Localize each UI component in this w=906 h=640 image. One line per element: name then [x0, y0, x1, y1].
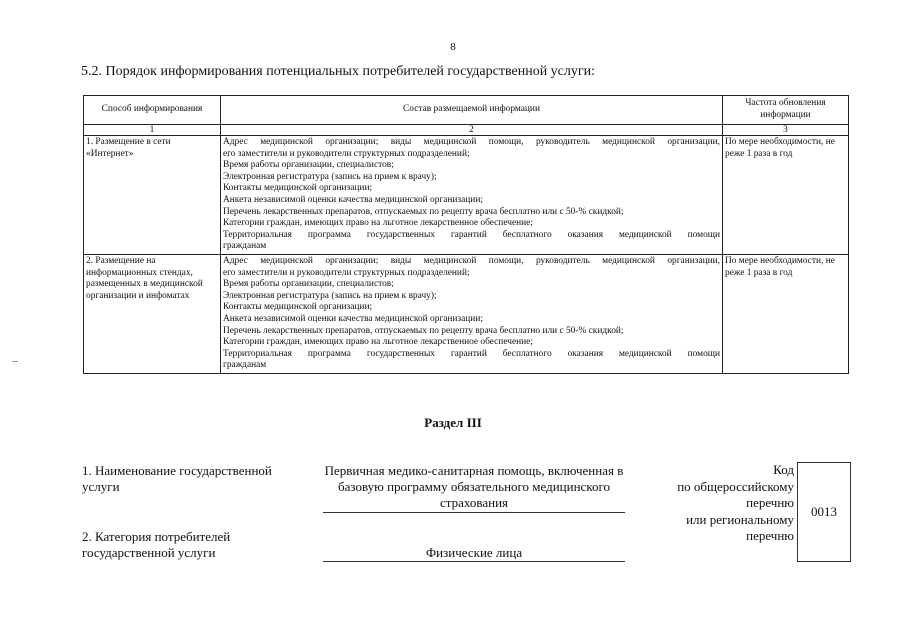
- service-name-value: Первичная медико-санитарная помощь, включенная в базовую программу обязательного медицинского страхования: [323, 463, 625, 513]
- column-number: 2: [221, 125, 723, 136]
- code-label-line: Код: [773, 462, 794, 477]
- code-label: [640, 462, 794, 545]
- frequency-cell: По мере необходимости, не реже 1 раза в год: [723, 254, 849, 373]
- margin-mark: [12, 361, 18, 362]
- content-line: Адрес медицинской организации; виды медицинской помощи, руководитель медицинской организации,: [223, 255, 720, 266]
- content-line: Время работы организации, специалистов;: [223, 160, 394, 171]
- content-cell: [221, 136, 723, 255]
- table-row: [84, 136, 849, 255]
- content-line: гражданам: [223, 360, 267, 371]
- content-line: Территориальная программа государственных гарантий бесплатного оказания медицинской помощи: [223, 229, 720, 240]
- table-header-row: [84, 96, 849, 125]
- category-label: 2. Категория потребителей государственной услуги: [82, 529, 231, 560]
- header-frequency: Частота обновления информации: [723, 96, 849, 125]
- content-line: Электронная регистратура (запись на прием к врачу);: [223, 290, 437, 301]
- content-line: Анкета независимой оценки качества медицинской организации;: [223, 194, 483, 205]
- table-row: [84, 254, 849, 373]
- content-line: Анкета независимой оценки качества медицинской организации;: [223, 313, 483, 324]
- code-label-line: по общероссийскому: [677, 478, 794, 494]
- content-line: Перечень лекарственных препаратов, отпускаемых по рецепту врача бесплатно или с 50-% скидкой;: [223, 206, 624, 217]
- code-box: [797, 462, 851, 562]
- code-label-line: перечню: [746, 528, 794, 543]
- content-line: Адрес медицинской организации; виды медицинской помощи, руководитель медицинской организации,: [223, 137, 720, 147]
- content-line: Перечень лекарственных препаратов, отпускаемых по рецепту врача бесплатно или с 50-% скидкой;: [223, 325, 624, 336]
- content-line: его заместители и руководители структурных подразделений;: [223, 148, 470, 159]
- header-method: Способ информирования: [84, 96, 221, 125]
- category-value: Физические лица: [323, 545, 625, 562]
- section-3-title: Раздел III: [424, 415, 482, 430]
- content-line: его заместители и руководители структурных подразделений;: [223, 267, 470, 278]
- code-label-line: перечню: [746, 495, 794, 510]
- content-line: Контакты медицинской организации;: [223, 183, 373, 194]
- header-content: Состав размещаемой информации: [221, 96, 723, 125]
- column-number: 3: [723, 125, 849, 136]
- content-line: гражданам: [223, 241, 267, 252]
- information-table: [83, 95, 849, 374]
- column-number-row: [84, 125, 849, 136]
- content-line: Электронная регистратура (запись на прием к врачу);: [223, 171, 437, 182]
- section-5-2-heading: 5.2. Порядок информирования потенциальных потребителей государственной услуги:: [81, 64, 596, 79]
- page-number: 8: [450, 41, 456, 53]
- service-name-label: 1. Наименование государственной услуги: [82, 463, 272, 494]
- column-number: 1: [84, 125, 221, 136]
- code-value: 0013: [811, 504, 837, 519]
- method-cell: 2. Размещение на информационных стендах, размещенных в медицинской организации и инфоматах: [84, 254, 221, 373]
- code-label-line: или региональному: [686, 511, 794, 527]
- content-line: Территориальная программа государственных гарантий бесплатного оказания медицинской помощи: [223, 348, 720, 359]
- content-line: Категории граждан, имеющих право на льготное лекарственное обеспечение;: [223, 218, 533, 229]
- content-line: Категории граждан, имеющих право на льготное лекарственное обеспечение;: [223, 337, 533, 348]
- content-line: Контакты медицинской организации;: [223, 302, 373, 313]
- method-cell: 1. Размещение в сети «Интернет»: [84, 136, 221, 255]
- frequency-cell: По мере необходимости, не реже 1 раза в год: [723, 136, 849, 255]
- content-cell: [221, 254, 723, 373]
- content-line: Время работы организации, специалистов;: [223, 279, 394, 290]
